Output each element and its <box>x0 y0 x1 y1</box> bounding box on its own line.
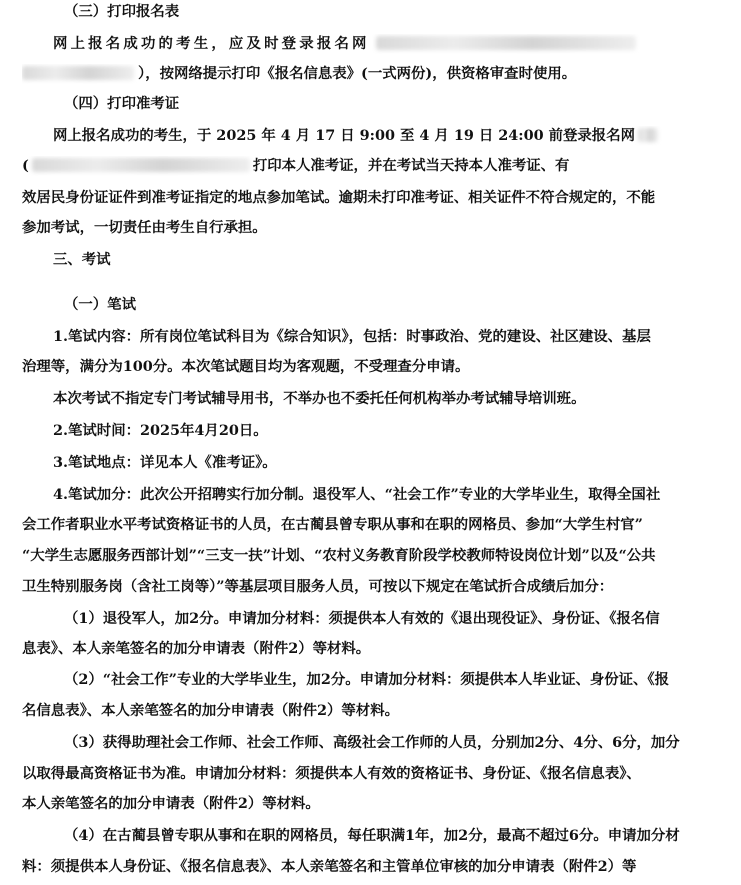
bonus-item-1-line: （1）退役军人，加2分。申请加分材料：须提供本人有效的《退出现役证》、身份证、《报名信 <box>64 610 660 627</box>
bonus-item-2-line: （2）“社会工作”专业的大学毕业生，加2分。申请加分材料：须提供本人毕业证、身份证、《报 <box>64 671 670 688</box>
bonus-item-4-line: （4）在古蔺县曾专职从事和在职的网格员，每任职满1年，加2分，最高不超过6分。申请加分材 <box>64 827 680 844</box>
redacted-url <box>32 158 250 172</box>
section-print-form-heading: （三）打印报名表 <box>64 3 180 20</box>
print-form-paragraph-line <box>53 34 719 54</box>
bonus-item-3-line: 以取得最高资格证书为准。申请加分材料：须提供本人有效的资格证书、身份证、《报名信息表》、 <box>22 765 641 782</box>
bonus-paragraph-line: 卫生特别服务岗（含社工岗等）”等基层项目服务人员，可按以下规定在笔试折合成绩后加分： <box>22 578 614 595</box>
bonus-item-2-line: 名信息表》、本人亲笔签名的加分申请表（附件2）等材料。 <box>22 702 399 719</box>
admission-text: 打印本人准考证，并在考试当天持本人准考证、有 <box>252 157 570 174</box>
admission-text: 网上报名成功的考生，于 2025 年 4 月 17 日 9:00 至 4 月 19 日 24:00 前登录报名网 <box>53 127 635 144</box>
content-paragraph-line: 1.笔试内容：所有岗位笔试科目为《综合知识》，包括：时事政治、党的建设、社区建设、基层 <box>53 328 651 345</box>
print-form-paragraph-line <box>22 64 719 84</box>
bonus-item-4-line: 料：须提供本人身份证、《报名信息表》、本人亲笔签名和主管单位审核的加分申请表（附件2）等 <box>22 858 637 875</box>
bonus-item-3-line: 本人亲笔签名的加分申请表（附件2）等材料。 <box>22 795 320 812</box>
print-form-text: 网上报名成功的考生，应及时登录报名网 <box>53 35 370 52</box>
exam-time-line: 2.笔试时间：2025年4月20日。 <box>53 422 268 439</box>
content-paragraph-line: 治理等，满分为100分。本次笔试题目均为客观题，不受理查分申请。 <box>22 358 470 375</box>
written-exam-heading: （一）笔试 <box>64 296 136 313</box>
bonus-item-3-line: （3）获得助理社会工作师、社会工作师、高级社会工作师的人员，分别加2分、4分、6分，加分 <box>64 734 680 751</box>
bonus-paragraph-line: “大学生志愿服务西部计划”“三支一扶”计划、“农村义务教育阶段学校教师特设岗位计划”以及“公共 <box>22 547 656 564</box>
bonus-item-1-line: 息表》、本人亲笔签名的加分申请表（附件2）等材料。 <box>22 640 371 657</box>
redacted-url <box>638 128 658 142</box>
bonus-paragraph-line: 4.笔试加分：此次公开招聘实行加分制。退役军人、“社会工作”专业的大学毕业生，取得全国社 <box>53 486 661 503</box>
part-exam-heading: 三、考试 <box>53 251 111 268</box>
bonus-paragraph-line: 会工作者职业水平考试资格证书的人员，在古蔺县曾专职从事和在职的网格员、参加“大学生村官” <box>22 516 643 533</box>
redacted-url <box>22 66 134 80</box>
exam-location-line: 3.笔试地点：详见本人《准考证》。 <box>53 454 277 471</box>
admission-paragraph-line: 参加考试，一切责任由考生自行承担。 <box>22 219 267 236</box>
admission-paragraph-line <box>53 126 719 146</box>
no-guidebook-line: 本次考试不指定专门考试辅导用书，不举办也不委托任何机构举办考试辅导培训班。 <box>53 390 586 407</box>
redacted-url <box>376 36 636 50</box>
admission-paragraph-line: 效居民身份证证件到准考证指定的地点参加笔试。逾期未打印准考证、相关证件不符合规定的，不能 <box>22 189 656 206</box>
admission-paren: ( <box>22 157 29 174</box>
print-form-text: ），按网络提示打印《报名信息表》(一式两份)，供资格审查时使用。 <box>138 65 577 82</box>
admission-paragraph-line <box>22 156 719 176</box>
section-admission-heading: （四）打印准考证 <box>64 95 180 112</box>
